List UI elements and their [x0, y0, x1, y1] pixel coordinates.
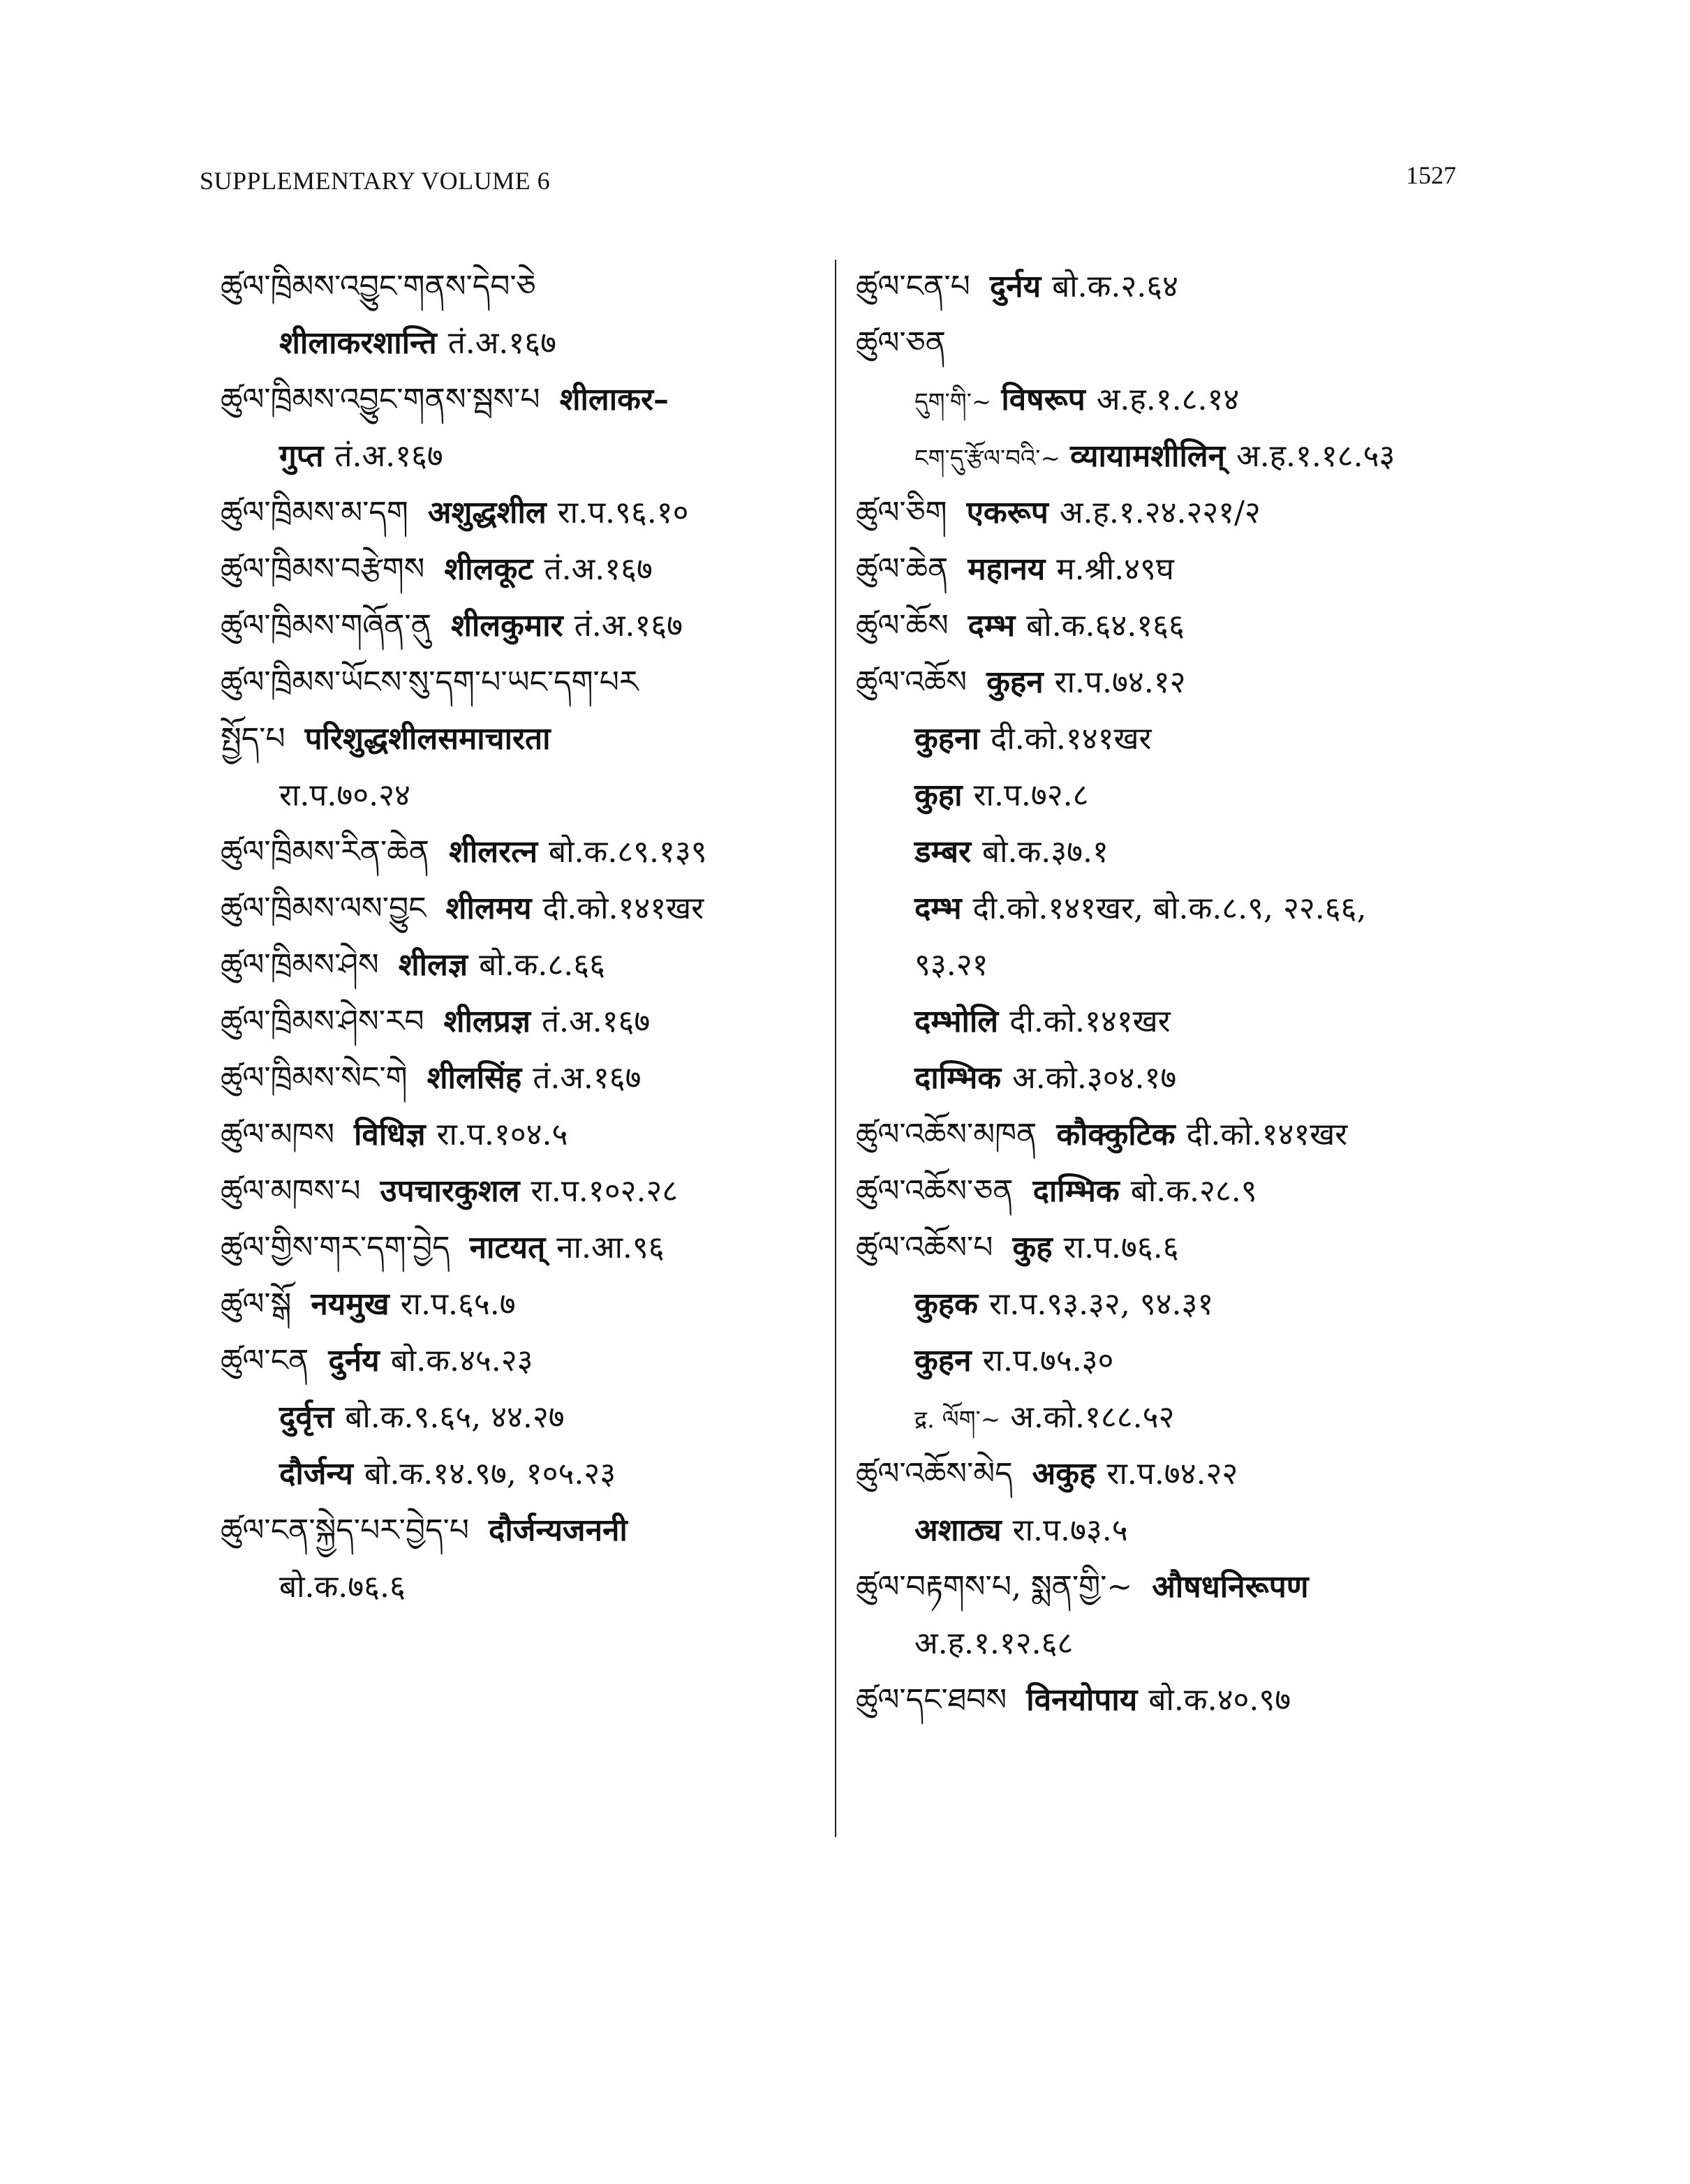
tibetan-headword: ཚུལ་དང་ཐབས [856, 1682, 1007, 1718]
source-reference: दी.को.१४१खर [542, 891, 704, 926]
sanskrit-equivalent: दुर्नय [989, 269, 1042, 304]
source-reference: तं.अ.१६७ [334, 438, 443, 474]
dictionary-line [221, 1106, 821, 1163]
right-column [856, 258, 1470, 1728]
dictionary-line [856, 1446, 1470, 1502]
dictionary-line [856, 1106, 1470, 1163]
tibetan-headword: ཚུལ་འཆོས་པ [856, 1230, 993, 1265]
dictionary-line [221, 824, 821, 880]
tibetan-headword: द्र. ལོག་~ [914, 1406, 1001, 1434]
tibetan-headword: ཚུལ་ཁྲིམས་ཤེས [221, 947, 379, 983]
sanskrit-equivalent: विधिज्ञ [354, 1117, 426, 1152]
dictionary-line [221, 1219, 821, 1276]
sanskrit-equivalent: दाम्भिक [1032, 1173, 1120, 1209]
dictionary-line [856, 258, 1470, 315]
dictionary-line [856, 937, 1470, 993]
source-reference: बो.क.८९.१३९ [549, 834, 707, 870]
sanskrit-equivalent: महानय [968, 551, 1046, 587]
sanskrit-equivalent: कुहक [914, 1286, 978, 1322]
dictionary-line [221, 428, 821, 484]
source-reference: रा.प.७४.१२ [1054, 664, 1186, 700]
source-reference: अ.ह.१.२४.२२१/२ [1059, 495, 1261, 530]
sanskrit-equivalent: दाम्भिक [914, 1060, 1002, 1096]
running-title: SUPPLEMENTARY VOLUME 6 [200, 167, 551, 195]
tibetan-headword: ཚུལ་ཅན [856, 325, 946, 361]
source-reference: ना.आ.९६ [556, 1230, 665, 1265]
tibetan-headword: ཚུལ་ཆེན [856, 551, 949, 587]
dictionary-line [856, 1559, 1470, 1615]
tibetan-headword: ཚུལ་འཆོས [856, 664, 968, 700]
source-reference: तं.अ.१६७ [533, 1060, 642, 1096]
source-reference: रा.प.६५.७ [400, 1286, 516, 1322]
tibetan-headword: ཚུལ་ཁྲིམས་ཤེས་རབ [221, 1004, 424, 1039]
source-reference: तं.अ.१६७ [544, 551, 653, 587]
tibetan-headword: ཚུལ་འཆོས་མཁན [856, 1117, 1037, 1152]
dictionary-line [221, 1446, 821, 1502]
tibetan-headword: ཚུལ་མཁས [221, 1117, 335, 1152]
sanskrit-equivalent: व्यायामशीलिन् [1069, 438, 1226, 474]
sanskrit-equivalent: शीलाकरशान्ति [279, 325, 437, 361]
source-reference: म.श्री.४९घ [1056, 551, 1174, 587]
source-reference: तं.अ.१६७ [574, 608, 683, 644]
sanskrit-equivalent: कुहना [914, 721, 979, 757]
source-reference: बो.क.२८.९ [1130, 1173, 1257, 1209]
tibetan-headword: ཚུལ་ཁྲིམས་གཞོན་ནུ [221, 608, 431, 644]
sanskrit-equivalent: नयमुख [311, 1286, 390, 1322]
dictionary-line [221, 258, 821, 315]
tibetan-headword: ཚུལ་མཁས་པ [221, 1173, 361, 1209]
sanskrit-equivalent: दुर्नय [328, 1343, 380, 1379]
dictionary-line [856, 711, 1470, 767]
source-reference: तं.अ.१६७ [541, 1004, 651, 1039]
tibetan-headword: ཚུལ་ཁྲིམས་མ་དག [221, 495, 408, 530]
tibetan-headword: ཚུལ་འཆོས་མེད [856, 1456, 1013, 1492]
dictionary-line [856, 371, 1470, 428]
sanskrit-equivalent: नाटयत् [469, 1230, 546, 1265]
tibetan-headword: ཚུལ་འཆོས་ཅན [856, 1173, 1014, 1209]
sanskrit-equivalent: अशुद्धशील [427, 495, 547, 530]
source-reference: रा.प.९६.१० [557, 495, 689, 530]
dictionary-line [856, 1672, 1470, 1728]
source-reference: रा.प.९३.३२, ९४.३१ [988, 1286, 1214, 1322]
source-reference: रा.प.७६.६ [1063, 1230, 1179, 1265]
dictionary-line [221, 1389, 821, 1446]
dictionary-line [221, 1050, 821, 1106]
dictionary-line [221, 654, 821, 711]
source-reference: दी.को.१४१खर [1009, 1004, 1171, 1039]
dictionary-line [856, 1332, 1470, 1389]
dictionary-line [856, 1502, 1470, 1559]
sanskrit-equivalent: दुर्वृत्त [279, 1399, 334, 1435]
tibetan-headword: སྤྱོད་པ [221, 721, 286, 757]
sanskrit-equivalent: शीलप्रज्ञ [443, 1004, 531, 1039]
sanskrit-equivalent: डम्बर [914, 834, 971, 870]
sanskrit-equivalent: शीलसिंह [427, 1060, 522, 1096]
source-reference: बो.क.६४.१६६ [1026, 608, 1185, 644]
dictionary-line [856, 428, 1470, 484]
sanskrit-equivalent: एकरूप [966, 495, 1048, 530]
dictionary-line [856, 484, 1470, 541]
source-reference: अ.ह.१.१२.६८ [914, 1626, 1074, 1661]
page-header [200, 158, 1456, 200]
dictionary-line [221, 371, 821, 428]
tibetan-headword: ཚུལ་ཁྲིམས་འབྱུང་གནས་དེབ་ཅེ [221, 269, 536, 304]
column-divider [835, 260, 836, 1837]
dictionary-line [221, 541, 821, 597]
dictionary-line [856, 1389, 1470, 1446]
sanskrit-equivalent: शीलरत्न [448, 834, 538, 870]
dictionary-line [856, 541, 1470, 597]
source-reference: बो.क.४५.२३ [390, 1343, 533, 1379]
dictionary-line [221, 597, 821, 654]
sanskrit-equivalent: कौक्कुटिक [1056, 1117, 1176, 1152]
tibetan-headword: ཚུལ་ཁྲིམས་ཡོངས་སུ་དག་པ་ཡང་དག་པར [221, 664, 639, 700]
sanskrit-equivalent: अकुह [1032, 1456, 1096, 1492]
dictionary-line [856, 824, 1470, 880]
source-reference: तं.अ.१६७ [447, 325, 556, 361]
tibetan-headword: ཚུལ་ཅིག [856, 495, 947, 530]
tibetan-headword: ཚུལ་ཁྲིམས་བརྩེགས [221, 551, 425, 587]
sanskrit-equivalent: औषधनिरूपण [1152, 1569, 1309, 1605]
dictionary-line [856, 880, 1470, 937]
dictionary-line [856, 1276, 1470, 1332]
tibetan-headword: དུག་གི་~ [914, 388, 992, 416]
tibetan-headword: ངག་དུ་རྩོལ་བའི་~ [914, 445, 1060, 473]
tibetan-headword: ཚུལ་ངན་པ [856, 269, 970, 304]
dictionary-line [221, 993, 821, 1050]
source-reference: दी.को.१४१खर [990, 721, 1152, 757]
source-reference: दी.को.१४१खर, बो.क.८.९, २२.६६, [972, 891, 1367, 926]
dictionary-line [221, 1332, 821, 1389]
sanskrit-equivalent: दौर्जन्यजननी [489, 1513, 628, 1548]
dictionary-line [221, 767, 821, 824]
sanskrit-equivalent: विषरूप [1001, 382, 1085, 417]
sanskrit-equivalent: दम्भ [968, 608, 1016, 644]
source-reference: बो.क.८.६६ [479, 947, 605, 983]
sanskrit-equivalent: अशाठ्य [914, 1513, 1002, 1548]
source-reference: अ.को.१८८.५२ [1010, 1399, 1175, 1435]
sanskrit-equivalent: शीलकूट [444, 551, 533, 587]
source-reference: रा.प.१०४.५ [436, 1117, 568, 1152]
tibetan-headword: ཚུལ་ཆོས [856, 608, 949, 644]
source-reference: बो.क.९.६५, ४४.२७ [345, 1399, 565, 1435]
source-reference: रा.प.७४.२२ [1106, 1456, 1238, 1492]
tibetan-headword: ཚུལ་ངན [221, 1343, 309, 1379]
sanskrit-equivalent: गुप्त [279, 438, 324, 474]
tibetan-headword: ཚུལ་ངན་སྐྱེད་པར་བྱེད་པ [221, 1513, 470, 1548]
sanskrit-equivalent: कुहन [986, 664, 1044, 700]
tibetan-headword: ཚུལ་སྒོ [221, 1286, 292, 1322]
sanskrit-equivalent: कुह [1012, 1230, 1053, 1265]
sanskrit-equivalent: परिशुद्धशीलसमाचारता [304, 721, 551, 757]
sanskrit-equivalent: विनयोपाय [1026, 1682, 1138, 1718]
dictionary-line [221, 1276, 821, 1332]
dictionary-line [856, 654, 1470, 711]
tibetan-headword: ཚུལ་བརྟགས་པ, སྨན་གྱི་~ [856, 1569, 1133, 1605]
tibetan-headword: ཚུལ་ཁྲིམས་འབྱུང་གནས་སྦས་པ [221, 382, 540, 417]
tibetan-headword: ཚུལ་ཁྲིམས་སེང་གེ [221, 1060, 408, 1096]
source-reference: रा.प.१०२.२८ [531, 1173, 679, 1209]
sanskrit-equivalent: शीलमय [445, 891, 532, 926]
source-reference: बो.क.७६.६ [279, 1569, 406, 1605]
source-reference: रा.प.७५.३० [982, 1343, 1114, 1379]
dictionary-line [221, 711, 821, 767]
dictionary-line [856, 1219, 1470, 1276]
dictionary-line [856, 597, 1470, 654]
page-number: 1527 [1406, 161, 1456, 189]
tibetan-headword: ཚུལ་གྱིས་གར་དག་བྱེད [221, 1230, 450, 1265]
source-reference: अ.को.३०४.१७ [1012, 1060, 1177, 1096]
source-reference: ९३.२१ [914, 947, 988, 983]
sanskrit-equivalent: दम्भ [914, 891, 962, 926]
dictionary-line [221, 1502, 821, 1559]
dictionary-line [856, 767, 1470, 824]
dictionary-line [856, 1163, 1470, 1219]
source-reference: अ.ह.१.१८.५३ [1236, 438, 1395, 474]
tibetan-headword: ཚུལ་ཁྲིམས་རིན་ཆེན [221, 834, 429, 870]
source-reference: रा.प.७२.८ [973, 778, 1089, 813]
source-reference: बो.क.१४.९७, १०५.२३ [364, 1456, 616, 1492]
left-column [221, 258, 821, 1615]
sanskrit-equivalent: कुहन [914, 1343, 972, 1379]
sanskrit-equivalent: उपचारकुशल [380, 1173, 520, 1209]
dictionary-line [221, 1559, 821, 1615]
source-reference: रा.प.७३.५ [1012, 1513, 1128, 1548]
sanskrit-equivalent: शीलाकर– [559, 382, 669, 417]
source-reference: बो.क.२.६४ [1052, 269, 1179, 304]
dictionary-line [221, 937, 821, 993]
dictionary-line [221, 1163, 821, 1219]
dictionary-line [856, 1050, 1470, 1106]
tibetan-headword: ཚུལ་ཁྲིམས་ལས་བྱུང [221, 891, 427, 926]
sanskrit-equivalent: कुहा [914, 778, 963, 813]
source-reference: अ.ह.१.८.१४ [1096, 382, 1240, 417]
dictionary-line [856, 1615, 1470, 1672]
dictionary-line [856, 315, 1470, 371]
source-reference: बो.क.४०.९७ [1148, 1682, 1291, 1718]
dictionary-line [856, 993, 1470, 1050]
sanskrit-equivalent: शीलज्ञ [398, 947, 468, 983]
source-reference: रा.प.७०.२४ [279, 778, 410, 813]
sanskrit-equivalent: दम्भोलि [914, 1004, 999, 1039]
source-reference: दी.को.१४१खर [1186, 1117, 1348, 1152]
dictionary-line [221, 484, 821, 541]
dictionary-line [221, 315, 821, 371]
sanskrit-equivalent: दौर्जन्य [279, 1456, 353, 1492]
source-reference: बो.क.३७.१ [981, 834, 1109, 870]
dictionary-line [221, 880, 821, 937]
sanskrit-equivalent: शीलकुमार [450, 608, 563, 644]
